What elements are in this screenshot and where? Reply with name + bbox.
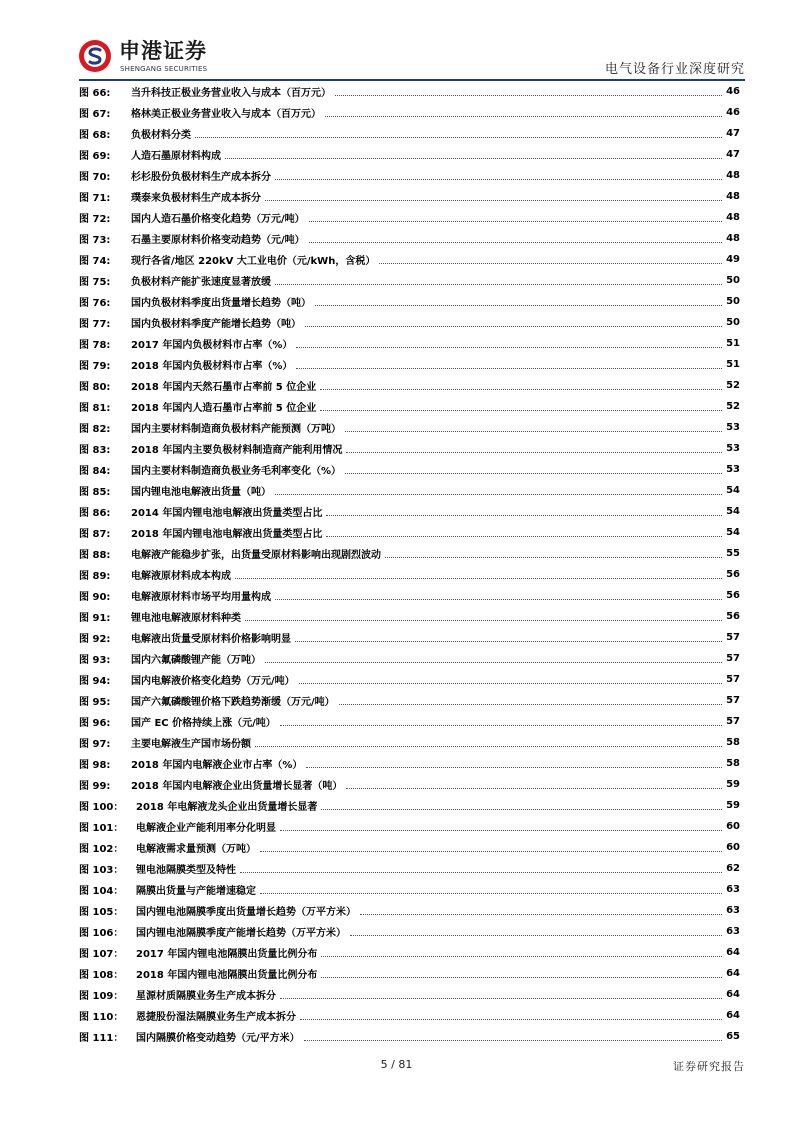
figure-title: 电解液产能稳步扩张，出货量受原材料影响出现剧烈波动 [131,550,381,561]
figure-title: 锂电池隔膜类型及特性 [136,865,236,876]
dot-leader [306,766,722,768]
figure-title: 国内电解液价格变化趋势（万元/吨） [131,676,295,687]
figure-title: 国内锂电池隔膜季度产能增长趋势（万平方米） [136,928,346,939]
toc-entry[interactable] [79,186,740,207]
toc-entry[interactable] [79,1026,740,1047]
figure-label: 图 109： [79,991,124,1002]
toc-entry[interactable] [79,354,740,375]
figure-title: 国内人造石墨价格变化趋势（万元/吨） [131,214,305,225]
toc-entry[interactable] [79,501,740,522]
toc-entry[interactable] [79,207,740,228]
dot-leader [260,850,722,852]
figure-page-number: 49 [726,254,740,265]
figure-page-number: 46 [726,107,740,118]
page-number: 5 / 81 [380,1058,413,1071]
figure-title: 2018 年国内人造石墨市占率前 5 位企业 [131,403,317,414]
figure-page-number: 65 [726,1031,740,1042]
dot-leader [275,598,722,600]
toc-entry[interactable] [79,480,740,501]
figure-page-number: 46 [726,86,740,97]
toc-entry[interactable] [79,984,740,1005]
dot-leader [280,829,722,831]
figure-page-number: 57 [726,695,740,706]
figure-label: 图 76: [79,298,111,309]
figure-page-number: 48 [726,233,740,244]
figure-page-number: 56 [726,569,740,580]
dot-leader [280,997,722,999]
figure-title: 2014 年国内锂电池电解液出货量类型占比 [131,508,323,519]
toc-entry[interactable] [79,648,740,669]
figure-title: 2017 年国内负极材料市占率（%） [131,340,293,351]
dot-leader [350,934,722,936]
figure-page-number: 60 [726,842,740,853]
dot-leader [296,346,722,348]
dot-leader [385,556,722,558]
figure-label: 图 75: [79,277,111,288]
dot-leader [346,451,722,453]
figure-page-number: 53 [726,422,740,433]
figure-label: 图 96: [79,718,111,729]
figure-label: 图 90: [79,592,111,603]
figure-title: 主要电解液生产国市场份额 [131,739,251,750]
toc-entry[interactable] [79,459,740,480]
figure-label: 图 71: [79,193,111,204]
figure-label: 图 108： [79,970,124,981]
toc-entry[interactable] [79,375,740,396]
dot-leader [315,304,722,306]
toc-entry[interactable] [79,711,740,732]
dot-leader [296,367,722,369]
figure-title: 国产 EC 价格持续上涨（元/吨） [131,718,276,729]
figure-page-number: 52 [726,380,740,391]
figure-label: 图 105： [79,907,124,918]
figure-label: 图 73: [79,235,111,246]
figure-title: 负极材料分类 [131,130,191,141]
figure-page-number: 50 [726,317,740,328]
figure-page-number: 64 [726,989,740,1000]
dot-leader [265,661,722,663]
figure-page-number: 47 [726,128,740,139]
toc-entry[interactable] [79,249,740,270]
toc-entry[interactable] [79,522,740,543]
figure-page-number: 54 [726,485,740,496]
toc-entry[interactable] [79,753,740,774]
figure-label: 图 81: [79,403,111,414]
figure-label: 图 100： [79,802,124,813]
dot-leader [321,976,722,978]
dot-leader [309,241,722,243]
figure-title: 当升科技正极业务营业收入与成本（百万元） [131,88,331,99]
dot-leader [255,745,722,747]
figure-title: 2018 年国内电解液企业市占率（%） [131,760,303,771]
figure-page-number: 48 [726,170,740,181]
figure-label: 图 79: [79,361,111,372]
figure-title: 电解液出货量受原材料价格影响明显 [131,634,291,645]
figure-label: 图 87: [79,529,111,540]
toc-entry[interactable] [79,1005,740,1026]
figure-label: 图 111： [79,1033,124,1044]
figure-title: 国内负极材料季度出货量增长趋势（吨） [131,298,311,309]
figure-title: 电解液需求量预测（万吨） [136,844,256,855]
figure-label: 图 69: [79,151,111,162]
toc-entry[interactable] [79,291,740,312]
figure-page-number: 50 [726,296,740,307]
figure-page-number: 63 [726,905,740,916]
toc-entry[interactable] [79,963,740,984]
figure-title: 现行各省/地区 220kV 大工业电价（元/kWh，含税） [131,256,376,267]
figure-label: 图 80: [79,382,111,393]
figure-label: 图 92: [79,634,111,645]
toc-entry[interactable] [79,312,740,333]
toc-entry[interactable] [79,795,740,816]
dot-leader [335,94,722,96]
figure-title: 电解液企业产能利用率分化明显 [136,823,276,834]
figure-page-number: 62 [726,863,740,874]
figure-title: 石墨主要原材料价格变动趋势（元/吨） [131,235,305,246]
shengang-logo-icon [78,39,112,73]
dot-leader [339,703,722,705]
dot-leader [320,388,722,390]
figure-title: 国产六氟磷酸锂价格下跌趋势渐缓（万元/吨） [131,697,335,708]
dot-leader [260,892,722,894]
figure-page-number: 51 [726,338,740,349]
figure-page-number: 63 [726,884,740,895]
figure-label: 图 106： [79,928,124,939]
document-type: 证券研究报告 [673,1060,745,1073]
figure-page-number: 56 [726,611,740,622]
brand-name-en: SHENGANG SECURITIES [120,65,208,73]
dot-leader [320,409,722,411]
toc-entry[interactable] [79,81,740,102]
figure-page-number: 64 [726,968,740,979]
figure-page-number: 47 [726,149,740,160]
toc-entry[interactable] [79,606,740,627]
figure-label: 图 68: [79,130,111,141]
toc-entry[interactable] [79,690,740,711]
figure-page-number: 53 [726,443,740,454]
figure-label: 图 67: [79,109,111,120]
dot-leader [275,178,722,180]
figure-page-number: 57 [726,653,740,664]
figure-label: 图 78: [79,340,111,351]
figure-title: 星源材质隔膜业务生产成本拆分 [136,991,276,1002]
toc-entry[interactable] [79,228,740,249]
figure-label: 图 107： [79,949,124,960]
figure-label: 图 88: [79,550,111,561]
dot-leader [360,913,722,915]
figure-page-number: 63 [726,926,740,937]
figure-title: 国内隔膜价格变动趋势（元/平方米） [136,1033,300,1044]
figure-page-number: 52 [726,401,740,412]
figure-label: 图 101： [79,823,124,834]
figure-title: 璞泰来负极材料生产成本拆分 [131,193,261,204]
figure-label: 图 94: [79,676,111,687]
figure-label: 图 104： [79,886,124,897]
figure-label: 图 74: [79,256,111,267]
figure-label: 图 93: [79,655,111,666]
figure-page-number: 59 [726,800,740,811]
dot-leader [265,199,722,201]
figure-title: 2018 年国内主要负极材料制造商产能利用情况 [131,445,343,456]
dot-leader [195,136,722,138]
dot-leader [275,283,722,285]
dot-leader [245,619,722,621]
figure-page-number: 57 [726,632,740,643]
figure-label: 图 97: [79,739,111,750]
figure-label: 图 85: [79,487,111,498]
figure-label: 图 91: [79,613,111,624]
figure-label: 图 95: [79,697,111,708]
figure-page-number: 48 [726,212,740,223]
dot-leader [300,1018,722,1020]
dot-leader [305,325,722,327]
figure-label: 图 89: [79,571,111,582]
figure-label: 图 84: [79,466,111,477]
dot-leader [325,115,722,117]
figure-title: 2018 年电解液龙头企业出货量增长显著 [136,802,318,813]
figure-page-number: 58 [726,758,740,769]
figure-title: 2018 年国内锂电池隔膜出货量比例分布 [136,970,318,981]
figure-title: 恩捷股份湿法隔膜业务生产成本拆分 [136,1012,296,1023]
figure-title: 负极材料产能扩张速度显著放缓 [131,277,271,288]
dot-leader [304,1039,722,1041]
dot-leader [240,871,722,873]
figure-title: 2018 年国内天然石墨市占率前 5 位企业 [131,382,317,393]
figure-title: 国内负极材料季度产能增长趋势（吨） [131,319,301,330]
figure-page-number: 58 [726,737,740,748]
figure-page-number: 59 [726,779,740,790]
figure-label: 图 70: [79,172,111,183]
figure-page-number: 54 [726,527,740,538]
figure-page-number: 56 [726,590,740,601]
report-type: 电气设备行业深度研究 [604,62,745,77]
figure-label: 图 66: [79,88,111,99]
toc-entry[interactable] [79,732,740,753]
toc-entry[interactable] [79,858,740,879]
dot-leader [321,955,722,957]
toc-entry[interactable] [79,123,740,144]
dot-leader [346,787,722,789]
dot-leader [326,514,722,516]
figure-label: 图 72: [79,214,111,225]
figure-page-number: 53 [726,464,740,475]
figure-page-number: 50 [726,275,740,286]
figure-title: 2017 年国内锂电池隔膜出货量比例分布 [136,949,318,960]
toc-entry[interactable] [79,900,740,921]
toc-entry[interactable] [79,270,740,291]
figure-title: 人造石墨原材料构成 [131,151,221,162]
toc-entry[interactable] [79,774,740,795]
toc-entry[interactable] [79,816,740,837]
figure-page-number: 64 [726,1010,740,1021]
dot-leader [295,640,722,642]
figure-page-number: 51 [726,359,740,370]
brand-name-cn: 申港证券 [119,39,207,63]
figure-label: 图 103： [79,865,124,876]
dot-leader [321,808,722,810]
figure-label: 图 83: [79,445,111,456]
toc-entry[interactable] [79,585,740,606]
toc-entry[interactable] [79,543,740,564]
dot-leader [275,493,722,495]
dot-leader [309,220,722,222]
toc-entry[interactable] [79,564,740,585]
figure-page-number: 55 [726,548,740,559]
figure-title: 国内主要材料制造商负极材料产能预测（万吨） [131,424,341,435]
figure-title: 格林美正极业务营业收入与成本（百万元） [131,109,321,120]
dot-leader [235,577,722,579]
figure-page-number: 60 [726,821,740,832]
toc-entry[interactable] [79,879,740,900]
dot-leader [345,472,722,474]
figure-label: 图 86: [79,508,111,519]
toc-entry[interactable] [79,627,740,648]
toc-entry[interactable] [79,669,740,690]
dot-leader [299,682,722,684]
figure-title: 国内主要材料制造商负极业务毛利率变化（%） [131,466,342,477]
figure-label: 图 110： [79,1012,124,1023]
toc-entry[interactable] [79,417,740,438]
figure-page-number: 57 [726,716,740,727]
figure-title: 2018 年国内锂电池电解液出货量类型占比 [131,529,323,540]
figure-page-number: 57 [726,674,740,685]
toc-entry[interactable] [79,144,740,165]
dot-leader [379,262,722,264]
dot-leader [225,157,722,159]
figure-label: 图 82: [79,424,111,435]
figure-list [79,81,740,1047]
toc-entry[interactable] [79,942,740,963]
figure-title: 国内六氟磷酸锂产能（万吨） [131,655,261,666]
figure-label: 图 77: [79,319,111,330]
toc-entry[interactable] [79,921,740,942]
figure-page-number: 48 [726,191,740,202]
figure-label: 图 102： [79,844,124,855]
figure-label: 图 99: [79,781,111,792]
figure-title: 国内锂电池隔膜季度出货量增长趋势（万平方米） [136,907,356,918]
figure-title: 电解液原材料市场平均用量构成 [131,592,271,603]
toc-entry[interactable] [79,438,740,459]
dot-leader [280,724,722,726]
toc-entry[interactable] [79,837,740,858]
toc-entry[interactable] [79,165,740,186]
toc-entry[interactable] [79,396,740,417]
figure-page-number: 54 [726,506,740,517]
figure-title: 国内锂电池电解液出货量（吨） [131,487,271,498]
dot-leader [326,535,722,537]
toc-entry[interactable] [79,102,740,123]
dot-leader [345,430,722,432]
figure-title: 电解液原材料成本构成 [131,571,231,582]
figure-title: 杉杉股份负极材料生产成本拆分 [131,172,271,183]
figure-title: 锂电池电解液原材料种类 [131,613,241,624]
figure-title: 隔膜出货量与产能增速稳定 [136,886,256,897]
figure-title: 2018 年国内负极材料市占率（%） [131,361,293,372]
toc-entry[interactable] [79,333,740,354]
figure-title: 2018 年国内电解液企业出货量增长显著（吨） [131,781,343,792]
figure-label: 图 98: [79,760,111,771]
figure-page-number: 64 [726,947,740,958]
